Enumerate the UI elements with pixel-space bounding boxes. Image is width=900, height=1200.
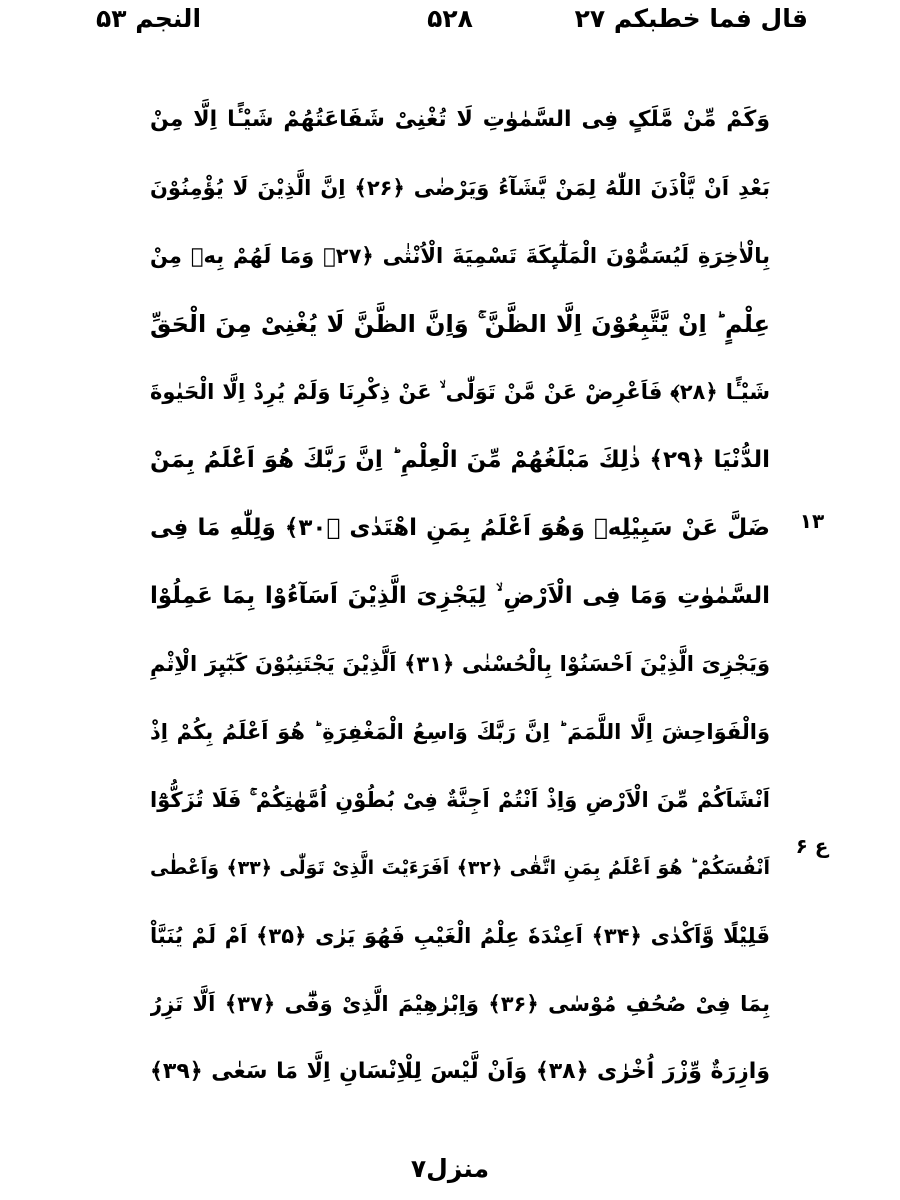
juz-name: قال فما خطبکم ۲۷ (574, 4, 808, 33)
ruku-marker: ۱۳ (799, 509, 825, 533)
verse-line: وَیَجْزِیَ الَّذِیْنَ اَحْسَنُوْا بِالْحُسْنٰی ﴿۳۱﴾ اَلَّذِیْنَ یَجْتَنِبُوْنَ كَبٰٓىِٕرَ الْاِثْمِ (150, 652, 770, 676)
verse-line: اَنْفُسَكُمْ ؕ هُوَ اَعْلَمُ بِمَنِ اتَّقٰی ﴿۳۲﴾ اَفَرَءَیْتَ الَّذِیْ تَوَلّٰی ﴿۳۳﴾ وَاَعْطٰی (150, 857, 770, 879)
verse-line: بِمَا فِیْ صُحُفِ مُوْسٰی ﴿۳۶﴾ وَاِبْرٰهِیْمَ الَّذِیْ وَفّٰٓی ﴿۳۷﴾ اَلَّا تَزِرُ (150, 992, 770, 1016)
verse-line: قَلِیْلًا وَّاَكْدٰی ﴿۳۴﴾ اَعِنْدَهٗ عِلْمُ الْغَیْبِ فَهُوَ یَرٰی ﴿۳۵﴾ اَمْ لَمْ یُنَبَّاْ (150, 924, 770, 948)
verse-line: ضَلَّ عَنْ سَبِیْلِهٖ وَهُوَ اَعْلَمُ بِمَنِ اهْتَدٰی ﴿۳۰﴾ وَلِلّٰهِ مَا فِی (150, 515, 770, 541)
verse-line: وَکَمْ مِّنْ مَّلَکٍ فِی السَّمٰوٰتِ لَا تُغْنِیْ شَفَاعَتُهُمْ شَیْـًٔا اِلَّا مِنْ (150, 107, 770, 132)
verse-line: عِلْمٍ ؕ اِنْ یَّتَّبِعُوْنَ اِلَّا الظَّنَّ ۚ وَاِنَّ الظَّنَّ لَا یُغْنِیْ مِنَ الْحَقِّ (150, 310, 770, 338)
surah-name: النجم ۵۳ (96, 4, 202, 33)
page-number: ۵۲۸ (427, 4, 473, 33)
verse-line: السَّمٰوٰتِ وَمَا فِی الْاَرْضِ ۙ لِیَجْزِیَ الَّذِیْنَ اَسَآءُوْا بِمَا عَمِلُوْا (150, 583, 770, 609)
verse-line: بِالْاٰخِرَةِ لَیُسَمُّوْنَ الْمَلٰٓىِٕكَةَ تَسْمِیَةَ الْاُنْثٰی ﴿۲۷﴾ وَمَا لَهُمْ بِهٖ مِنْ (150, 244, 770, 268)
verse-line: وَازِرَةٌ وِّزْرَ اُخْرٰی ﴿۳۸﴾ وَاَنْ لَّیْسَ لِلْاِنْسَانِ اِلَّا مَا سَعٰی ﴿۳۹﴾ (150, 1059, 770, 1084)
verse-line: بَعْدِ اَنْ یَّاْذَنَ اللّٰهُ لِمَنْ یَّشَآءُ وَیَرْضٰی ﴿۲۶﴾ اِنَّ الَّذِیْنَ لَا یُؤْمِنُوْنَ (150, 176, 770, 200)
verse-line: شَیْـًٔا ﴿۲۸﴾ فَاَعْرِضْ عَنْ مَّنْ تَوَلّٰی ۙ عَنْ ذِكْرِنَا وَلَمْ یُرِدْ اِلَّا الْحَیٰوةَ (150, 380, 770, 404)
verse-line: الدُّنْیَا ﴿۲۹﴾ ذٰلِكَ مَبْلَغُهُمْ مِّنَ الْعِلْمِ ؕ اِنَّ رَبَّكَ هُوَ اَعْلَمُ بِمَنْ (150, 447, 770, 473)
ruku-marker: ع ۶ (795, 834, 829, 858)
verse-line: اَنْشَاَكُمْ مِّنَ الْاَرْضِ وَاِذْ اَنْتُمْ اَجِنَّةٌ فِیْ بُطُوْنِ اُمَّهٰتِكُمْ ۚ فَلَا تُزَكُّوْٓا (150, 788, 770, 812)
manzil-label: منزل۷ (410, 1154, 490, 1183)
verse-line: وَالْفَوَاحِشَ اِلَّا اللَّمَمَ ؕ اِنَّ رَبَّكَ وَاسِعُ الْمَغْفِرَةِ ؕ هُوَ اَعْلَمُ بِكُمْ اِذْ (150, 720, 770, 744)
